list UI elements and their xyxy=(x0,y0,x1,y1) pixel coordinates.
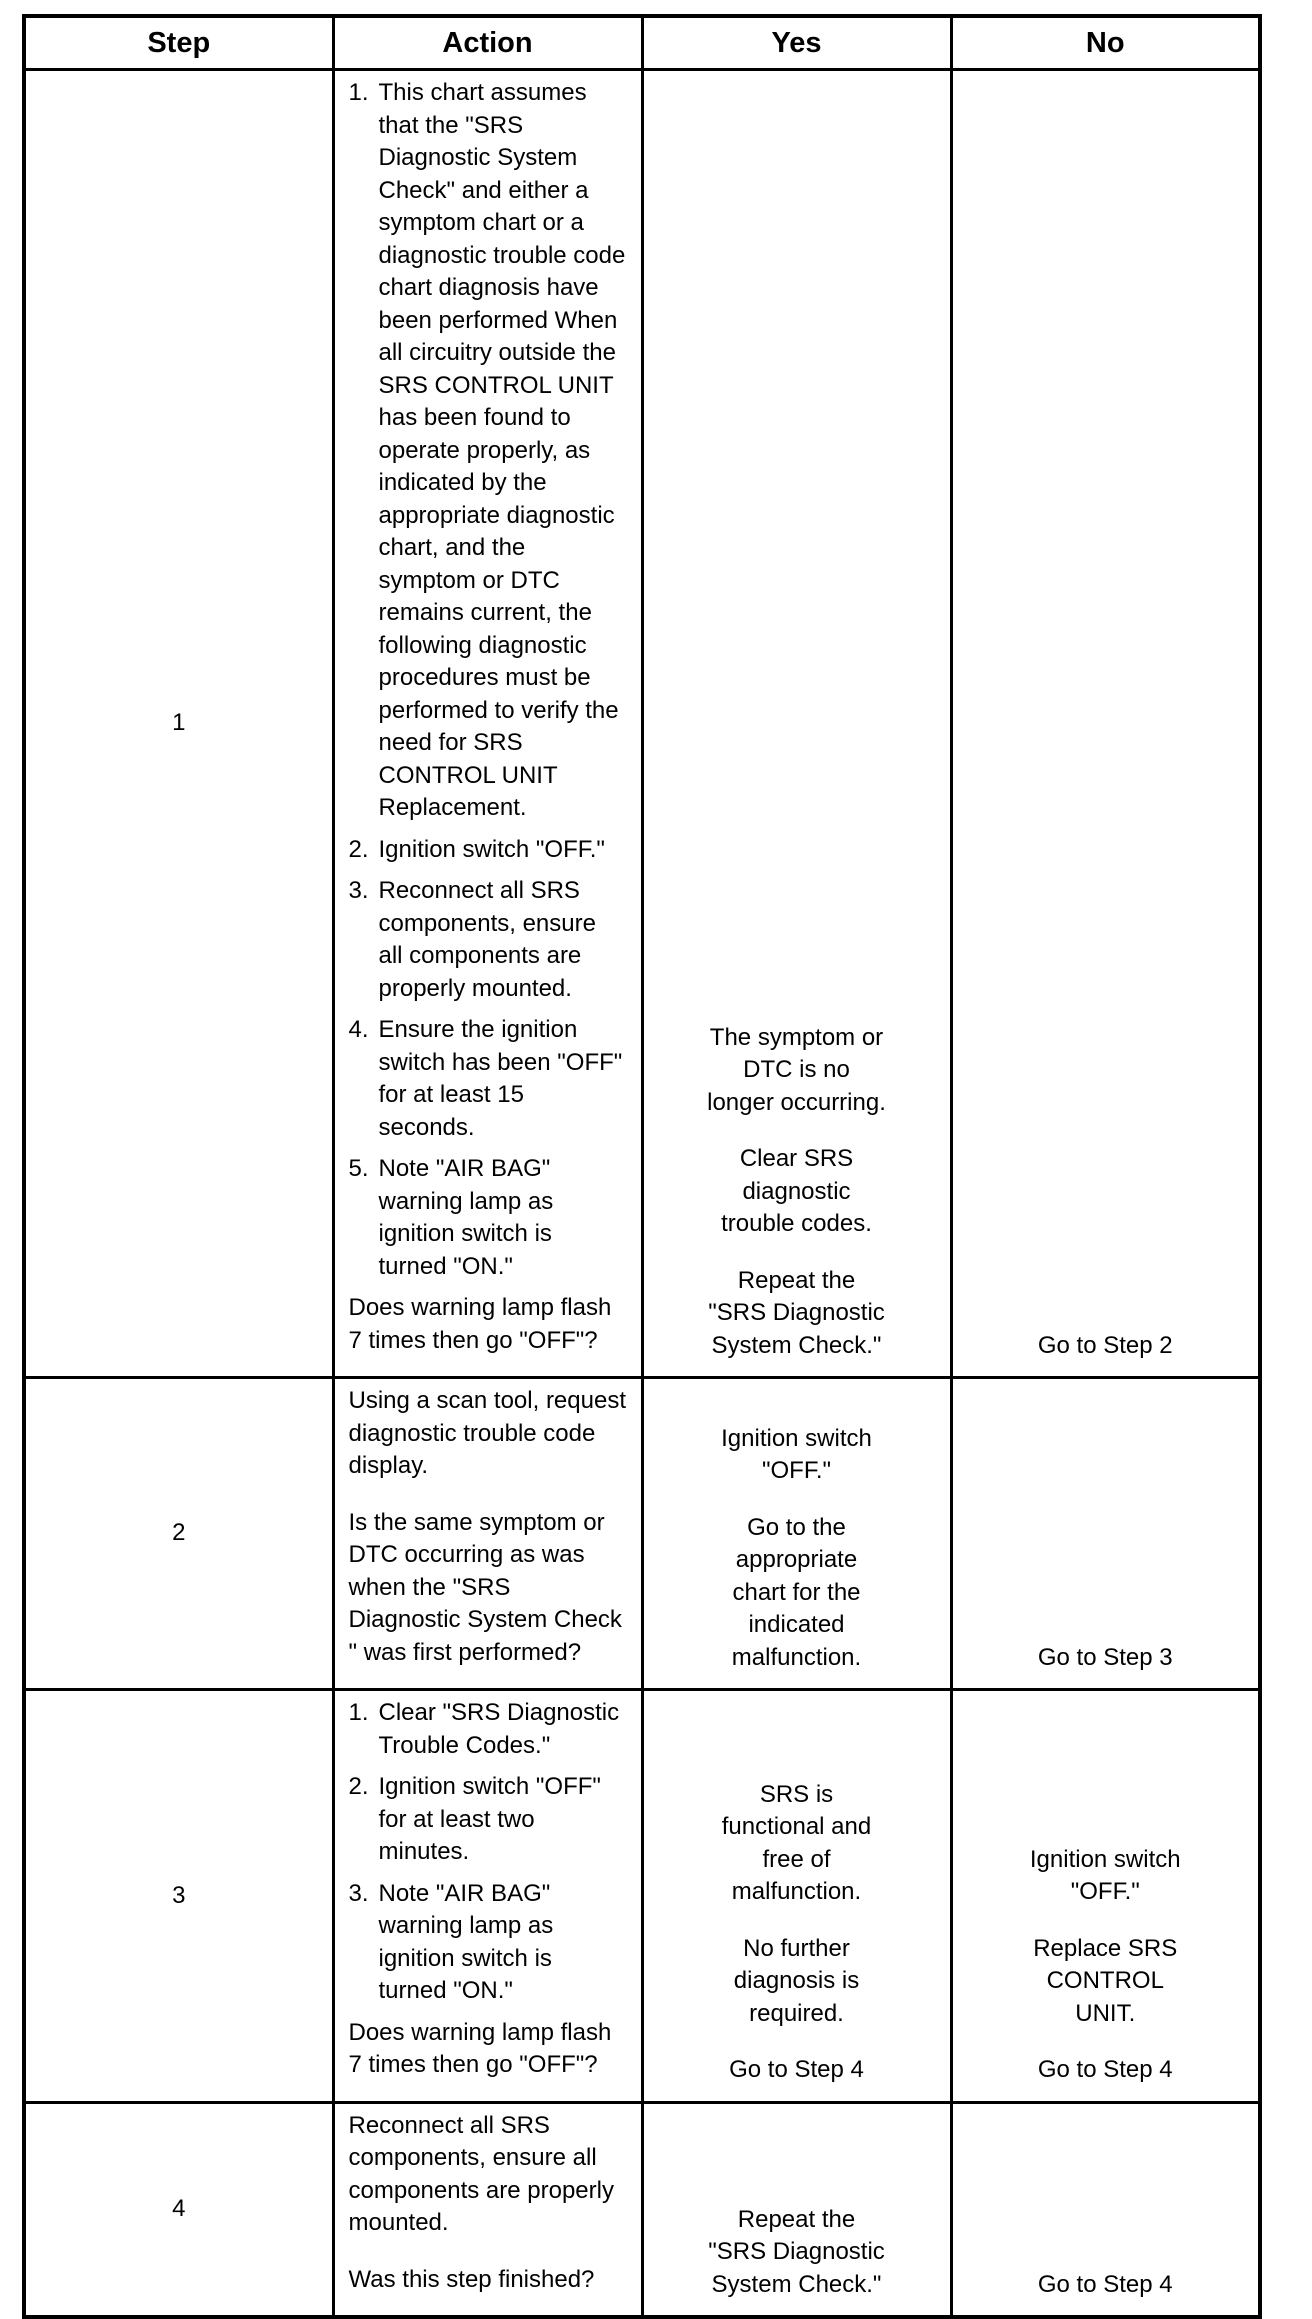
yes-cell xyxy=(642,1690,951,2103)
item-text: Ignition switch "OFF." xyxy=(378,835,605,863)
list-item xyxy=(349,1771,627,1869)
item-text: Clear "SRS Diagnostic Trouble Codes." xyxy=(378,1699,620,1759)
action-text: Using a scan tool, request diagnostic trouble code display. xyxy=(348,1387,626,1479)
item-number: 1. xyxy=(348,1699,369,1726)
header-action: Action xyxy=(333,16,642,70)
no-text: Ignition switch "OFF." xyxy=(1029,1845,1181,1905)
header-step: Step xyxy=(24,16,333,70)
action-text: Reconnect all SRS components, ensure all components are properly mounted. xyxy=(348,2111,614,2236)
table-row xyxy=(24,1690,1260,2103)
item-number: 2. xyxy=(348,1773,369,1800)
list-item xyxy=(349,77,627,825)
question: Does warning lamp flash 7 times then go "OFF"? xyxy=(348,2018,612,2078)
item-number: 1. xyxy=(348,79,369,106)
action-cell xyxy=(333,2102,642,2317)
list-item xyxy=(349,1153,627,1283)
list-item xyxy=(349,1014,627,1144)
question: Is the same symptom or DTC occurring as was when the "SRS Diagnostic System Check " was first performed? xyxy=(348,1508,622,1666)
item-number: 4. xyxy=(348,1016,369,1043)
yes-text: Clear SRS diagnostic trouble codes. xyxy=(721,1145,872,1237)
yes-text: Repeat the "SRS Diagnostic System Check." xyxy=(708,1266,885,1359)
yes-text: No further diagnosis is required. xyxy=(733,1934,860,2027)
step-number: 2 xyxy=(24,1378,333,1690)
step-number: 3 xyxy=(24,1690,333,2103)
step-number: 4 xyxy=(24,2102,333,2317)
table-row xyxy=(24,2102,1260,2317)
table-row xyxy=(24,1378,1260,1690)
yes-text: Go to Step 4 xyxy=(729,2056,864,2083)
list-item xyxy=(349,875,627,1005)
yes-cell xyxy=(642,2102,951,2317)
header-no: No xyxy=(951,16,1260,70)
no-text: Replace SRS CONTROL UNIT. xyxy=(1033,1934,1178,2027)
action-cell xyxy=(333,70,642,1378)
item-text: Ensure the ignition switch has been "OFF" for at least 15 seconds. xyxy=(378,1016,623,1141)
action-cell xyxy=(333,1690,642,2103)
list-item xyxy=(349,834,627,867)
no-text: Go to Step 4 xyxy=(1037,2270,1173,2298)
item-text: Reconnect all SRS components, ensure all components are properly mounted. xyxy=(378,877,596,1002)
item-text: Note "AIR BAG" warning lamp as ignition switch is turned "ON." xyxy=(378,1155,554,1280)
item-number: 2. xyxy=(348,835,369,863)
no-cell xyxy=(951,2102,1260,2317)
step-number: 1 xyxy=(24,70,333,1378)
yes-text: Repeat the "SRS Diagnostic System Check." xyxy=(708,2205,885,2298)
table-row xyxy=(24,70,1260,1378)
no-cell xyxy=(951,70,1260,1378)
no-text: Go to Step 4 xyxy=(1037,2056,1173,2083)
item-text: Note "AIR BAG" warning lamp as ignition switch is turned "ON." xyxy=(378,1879,554,2004)
diagnostic-table xyxy=(22,14,1262,2319)
question: Does warning lamp flash 7 times then go "OFF"? xyxy=(348,1294,612,1354)
action-cell xyxy=(333,1378,642,1690)
item-text: This chart assumes that the "SRS Diagnostic System Check" and either a symptom chart or a diagnostic trouble code chart diagnosis have been performed When all circuitry outside the SRS CONTROL UNIT has been found to operate properly, as indicated by the appropriate diagnostic chart, and the symptom or DTC remains current, the following diagnostic procedures must be performed to verify the need for SRS CONTROL UNIT Replacement. xyxy=(378,79,626,821)
yes-cell xyxy=(642,1378,951,1690)
header-yes: Yes xyxy=(642,16,951,70)
list-item xyxy=(349,1697,627,1762)
list-item xyxy=(349,1878,627,2008)
item-number: 3. xyxy=(348,1879,369,1907)
item-number: 3. xyxy=(348,877,369,904)
header-row xyxy=(24,16,1260,70)
yes-text: Go to the appropriate chart for the indicated malfunction. xyxy=(731,1513,862,1671)
item-text: Ignition switch "OFF" for at least two minutes. xyxy=(378,1773,601,1865)
yes-text: SRS is functional and free of malfunction. xyxy=(721,1780,872,1905)
yes-text: Ignition switch "OFF." xyxy=(721,1424,872,1484)
question: Was this step finished? xyxy=(348,2265,595,2293)
no-text: Go to Step 2 xyxy=(1037,1331,1173,1359)
no-cell xyxy=(951,1378,1260,1690)
yes-text: The symptom or DTC is no longer occurring. xyxy=(707,1023,886,1116)
no-text: Go to Step 3 xyxy=(1037,1643,1173,1671)
item-number: 5. xyxy=(348,1155,369,1182)
yes-cell xyxy=(642,70,951,1378)
no-cell xyxy=(951,1690,1260,2103)
